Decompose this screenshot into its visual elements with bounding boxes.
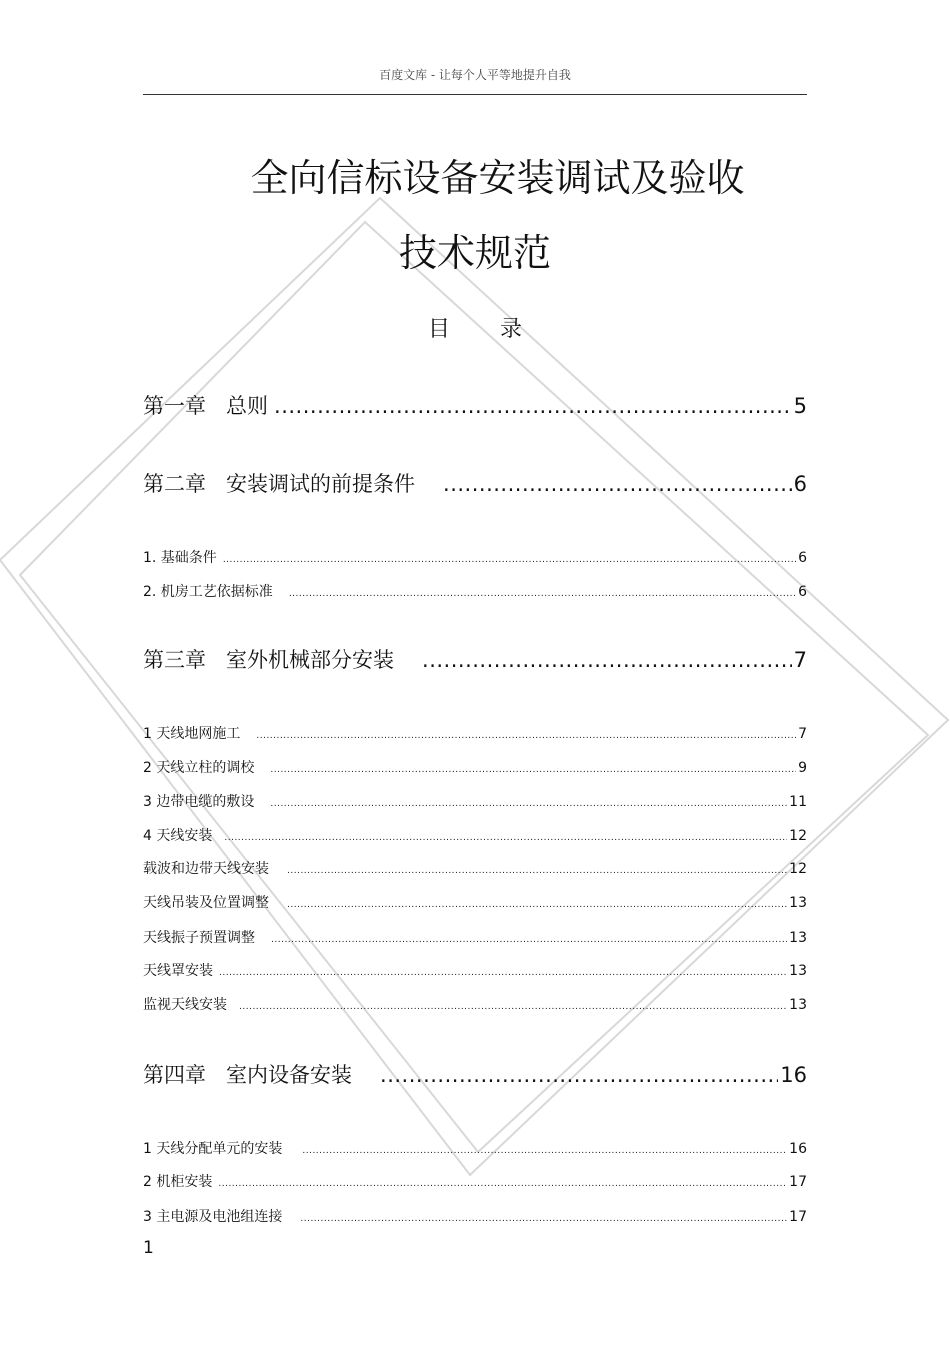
toc-entry (143, 1138, 807, 1158)
toc-entry (143, 1206, 807, 1226)
toc-leader (380, 1063, 778, 1087)
toc-page: 5 (793, 394, 807, 418)
toc-page: 7 (798, 726, 807, 742)
toc-label: 2 天线立柱的调校 (143, 760, 255, 776)
toc-leader (274, 394, 792, 418)
toc-label: 第四章 室内设备安装 (143, 1063, 353, 1087)
toc-leader (287, 900, 787, 910)
toc-leader (300, 1214, 787, 1224)
toc-page: 16 (789, 1141, 807, 1157)
toc-entry (143, 858, 807, 878)
toc-label: 天线吊装及位置调整 (143, 895, 269, 911)
toc-entry (143, 757, 807, 777)
toc-leader (302, 1146, 787, 1156)
toc-entry (143, 1171, 807, 1191)
header-divider (143, 94, 807, 95)
toc-leader (289, 589, 796, 599)
toc-heading: 目录 (427, 317, 572, 342)
toc-leader (271, 935, 787, 945)
toc-page: 6 (798, 584, 807, 600)
toc-label: 3 边带电缆的敷设 (143, 794, 255, 810)
toc-page: 13 (789, 895, 807, 911)
toc-label: 第一章 总则 (143, 394, 269, 418)
toc-page: 6 (798, 550, 807, 566)
toc-leader (224, 833, 787, 843)
toc-label: 载波和边带天线安装 (143, 861, 269, 877)
toc-label: 第二章 安装调试的前提条件 (143, 472, 416, 496)
toc-leader (443, 472, 792, 496)
toc-leader (256, 731, 796, 741)
toc-entry (143, 994, 807, 1014)
toc-label: 天线振子预置调整 (143, 930, 255, 946)
toc-label: 1. 基础条件 (143, 550, 217, 566)
toc-entry (143, 1059, 807, 1089)
toc-entry (143, 723, 807, 743)
toc-page: 12 (789, 861, 807, 877)
toc-entry (143, 390, 807, 420)
page-header: 百度文库 - 让每个人平等地提升自我 (379, 68, 571, 82)
toc-label: 2 机柜安装 (143, 1174, 213, 1190)
toc-leader (270, 765, 796, 775)
toc-entry (143, 927, 807, 947)
toc-page: 13 (789, 963, 807, 979)
toc-page: 13 (789, 997, 807, 1013)
toc-entry (143, 547, 807, 567)
toc-page: 16 (780, 1063, 807, 1087)
toc-entry (143, 892, 807, 912)
toc-entry (143, 468, 807, 498)
toc-label: 监视天线安装 (143, 997, 227, 1013)
toc-label: 第三章 室外机械部分安装 (143, 648, 395, 672)
toc-leader (219, 968, 787, 978)
toc-label: 3 主电源及电池组连接 (143, 1209, 283, 1225)
toc-label: 2. 机房工艺依据标准 (143, 584, 273, 600)
toc-page: 9 (798, 760, 807, 776)
toc-label: 4 天线安装 (143, 828, 213, 844)
toc-entry (143, 581, 807, 601)
toc-page: 12 (789, 828, 807, 844)
toc-entry (143, 791, 807, 811)
toc-page: 13 (789, 930, 807, 946)
toc-leader (218, 1179, 787, 1189)
toc-page: 6 (793, 472, 807, 496)
toc-entry (143, 825, 807, 845)
toc-page: 17 (789, 1174, 807, 1190)
toc-page: 11 (789, 794, 807, 810)
toc-leader (239, 1002, 787, 1012)
toc-entry (143, 960, 807, 980)
toc-label: 天线罩安装 (143, 963, 213, 979)
toc-leader (270, 799, 787, 809)
toc-label: 1 天线分配单元的安装 (143, 1141, 283, 1157)
document-title-line-2: 技术规范 (398, 231, 551, 275)
toc-leader (422, 648, 792, 672)
toc-entry (143, 644, 807, 674)
toc-leader (287, 866, 787, 876)
toc-leader (223, 555, 796, 565)
toc-page: 7 (793, 648, 807, 672)
page-number: 1 (143, 1238, 154, 1258)
toc-label: 1 天线地网施工 (143, 726, 241, 742)
toc-page: 17 (789, 1209, 807, 1225)
document-title-line-1: 全向信标设备安装调试及验收 (250, 156, 745, 200)
